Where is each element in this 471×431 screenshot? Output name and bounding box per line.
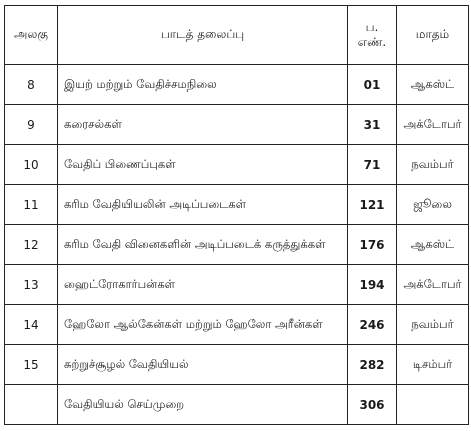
page-cell: 246 bbox=[348, 305, 397, 345]
month-cell: ஜூலை bbox=[397, 185, 469, 225]
contents-table bbox=[4, 5, 469, 425]
month-cell: நவம்பர் bbox=[397, 145, 469, 185]
topic-cell: கரிம வேதி வினைகளின் அடிப்படைக் கருத்துக்கள் bbox=[58, 225, 348, 265]
topic-cell: வேதிப் பிணைப்புகள் bbox=[58, 145, 348, 185]
table-row bbox=[5, 265, 469, 305]
page-cell: 282 bbox=[348, 345, 397, 385]
unit-header: அலகு bbox=[5, 6, 58, 65]
page-cell: 194 bbox=[348, 265, 397, 305]
page-header bbox=[348, 6, 397, 65]
unit-cell: 11 bbox=[5, 185, 58, 225]
page-cell: 71 bbox=[348, 145, 397, 185]
topic-cell: சுற்றுச்சூழல் வேதியியல் bbox=[58, 345, 348, 385]
page-cell: 176 bbox=[348, 225, 397, 265]
topic-cell: ஹேலோ ஆல்கேன்கள் மற்றும் ஹேலோ அரீன்கள் bbox=[58, 305, 348, 345]
table-row bbox=[5, 185, 469, 225]
topic-cell: ஹைட்ரோகார்பன்கள் bbox=[58, 265, 348, 305]
table-row bbox=[5, 145, 469, 185]
page-cell: 306 bbox=[348, 385, 397, 425]
topic-cell: கரிம வேதியியலின் அடிப்படைகள் bbox=[58, 185, 348, 225]
page-cell: 121 bbox=[348, 185, 397, 225]
unit-cell: 12 bbox=[5, 225, 58, 265]
topic-cell: வேதியியல் செய்முறை bbox=[58, 385, 348, 425]
table-row bbox=[5, 105, 469, 145]
table-row bbox=[5, 385, 469, 425]
page-header-line2: எண். bbox=[357, 35, 387, 49]
table-row bbox=[5, 345, 469, 385]
header-row bbox=[5, 6, 469, 65]
unit-cell: 9 bbox=[5, 105, 58, 145]
topic-cell: இயற் மற்றும் வேதிச்சமநிலை bbox=[58, 65, 348, 105]
topic-header: பாடத் தலைப்பு bbox=[58, 6, 348, 65]
table-row bbox=[5, 305, 469, 345]
topic-cell: கரைசல்கள் bbox=[58, 105, 348, 145]
month-cell bbox=[397, 385, 469, 425]
page-cell: 01 bbox=[348, 65, 397, 105]
month-cell: அக்டோபர் bbox=[397, 265, 469, 305]
table-row bbox=[5, 225, 469, 265]
month-cell: அக்டோபர் bbox=[397, 105, 469, 145]
month-cell: ஆகஸ்ட் bbox=[397, 225, 469, 265]
page-header-line1: ப. bbox=[365, 20, 379, 34]
unit-cell: 10 bbox=[5, 145, 58, 185]
month-cell: நவம்பர் bbox=[397, 305, 469, 345]
table-row bbox=[5, 65, 469, 105]
unit-cell bbox=[5, 385, 58, 425]
month-cell: ஆகஸ்ட் bbox=[397, 65, 469, 105]
unit-cell: 14 bbox=[5, 305, 58, 345]
unit-cell: 13 bbox=[5, 265, 58, 305]
unit-cell: 15 bbox=[5, 345, 58, 385]
month-header: மாதம் bbox=[397, 6, 469, 65]
month-cell: டிசம்பர் bbox=[397, 345, 469, 385]
page-cell: 31 bbox=[348, 105, 397, 145]
unit-cell: 8 bbox=[5, 65, 58, 105]
